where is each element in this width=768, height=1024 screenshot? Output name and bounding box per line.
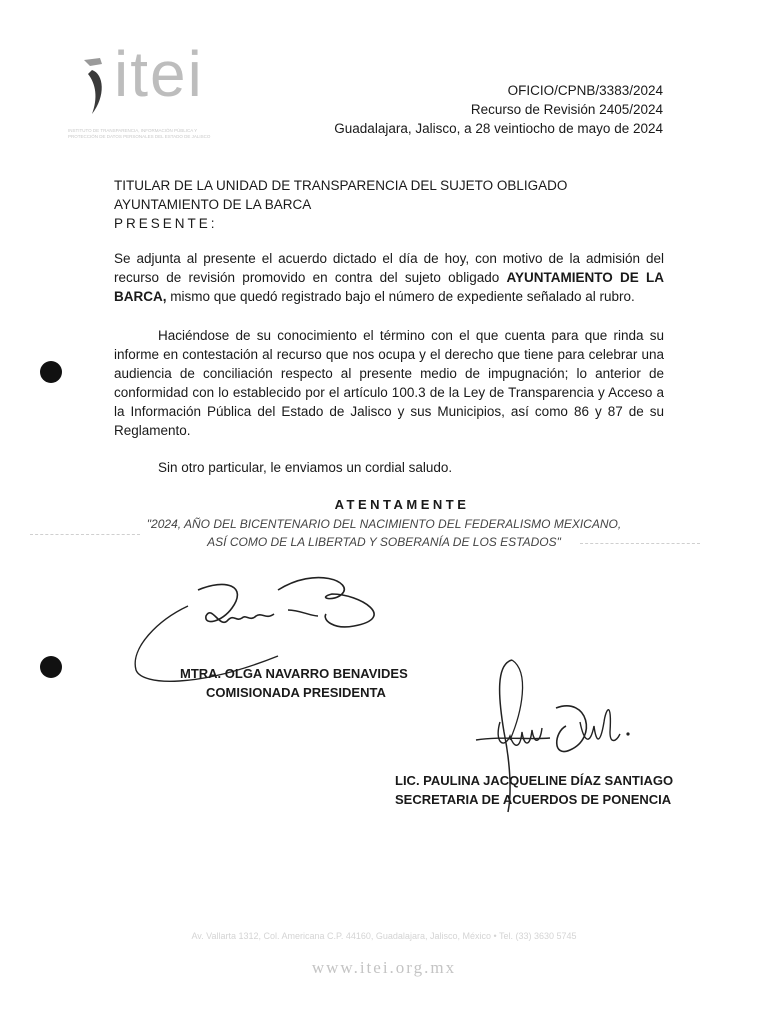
footer-address: Av. Vallarta 1312, Col. Americana C.P. 44160, Guadalajara, Jalisco, México • Tel. (33) 3630 5745	[191, 931, 577, 941]
paragraph-1-bold: AYUNTAMIENTO DE LA BARCA,	[114, 270, 664, 304]
addressee-presente: PRESENTE:	[114, 216, 218, 231]
signer-2	[395, 771, 673, 809]
footer-website: www.itei.org.mx	[311, 958, 457, 977]
motto-line-2: ASÍ COMO DE LA LIBERTAD Y SOBERANÍA DE LOS ESTADOS"	[207, 535, 561, 549]
addressee-line-1: TITULAR DE LA UNIDAD DE TRANSPARENCIA DEL SUJETO OBLIGADO	[114, 178, 568, 193]
addressee-block	[114, 176, 567, 233]
logo-tagline: INSTITUTO DE TRANSPARENCIA, INFORMACIÓN PÚBLICA Y PROTECCIÓN DE DATOS PERSONALES DEL ESTADO DE JALISCO	[68, 128, 211, 139]
addressee-line-2: AYUNTAMIENTO DE LA BARCA	[114, 197, 312, 212]
place-date: Guadalajara, Jalisco, a 28 veintiocho de mayo de 2024	[334, 121, 663, 136]
logo-wordmark: itei	[114, 38, 204, 110]
logo-mark-icon	[78, 56, 118, 116]
document-heading	[334, 81, 663, 138]
paragraph-3: Sin otro particular, le enviamos un cordial saludo.	[158, 460, 453, 475]
paragraph-1-text-a: Se adjunta al presente el acuerdo dictado el día de hoy, con motivo de la admisión del recurso de revisión promovido en contra del sujeto obligado	[114, 251, 664, 285]
signer-1	[180, 664, 408, 702]
paragraph-1	[114, 249, 664, 306]
oficio-number: OFICIO/CPNB/3383/2024	[507, 83, 663, 98]
paragraph-2: Haciéndose de su conocimiento el término con el que cuenta para que rinda su informe en contestación al recurso que nos ocupa y el derecho que tiene para celebrar una audiencia de conciliación respecto al presente medio de impugnación; lo anterior de conformidad con lo establecido por el artículo 100.3 de la Ley de Transparencia y Acceso a la Información Pública del Estado de Jalisco y sus Municipios, así como 86 y 87 de su Reglamento.	[114, 328, 664, 438]
motto-line-1: "2024, AÑO DEL BICENTENARIO DEL NACIMIENTO DEL FEDERALISMO MEXICANO,	[146, 517, 622, 531]
signer-2-name: LIC. PAULINA JACQUELINE DÍAZ SANTIAGO	[395, 773, 674, 788]
signer-1-name: MTRA. OLGA NAVARRO BENAVIDES	[180, 666, 408, 681]
punch-hole-top	[40, 361, 62, 383]
scan-artifact-left	[30, 534, 140, 536]
signer-1-title: COMISIONADA PRESIDENTA	[206, 685, 386, 700]
scan-artifact-right	[580, 543, 700, 545]
paragraph-1-text-b: mismo que quedó registrado bajo el número de expediente señalado al rubro.	[166, 289, 635, 304]
recurso-number: Recurso de Revisión 2405/2024	[470, 102, 663, 117]
signer-2-title: SECRETARIA DE ACUERDOS DE PONENCIA	[395, 792, 672, 807]
motto	[0, 515, 768, 551]
atentamente: ATENTAMENTE	[334, 497, 470, 512]
punch-hole-bottom	[40, 656, 62, 678]
